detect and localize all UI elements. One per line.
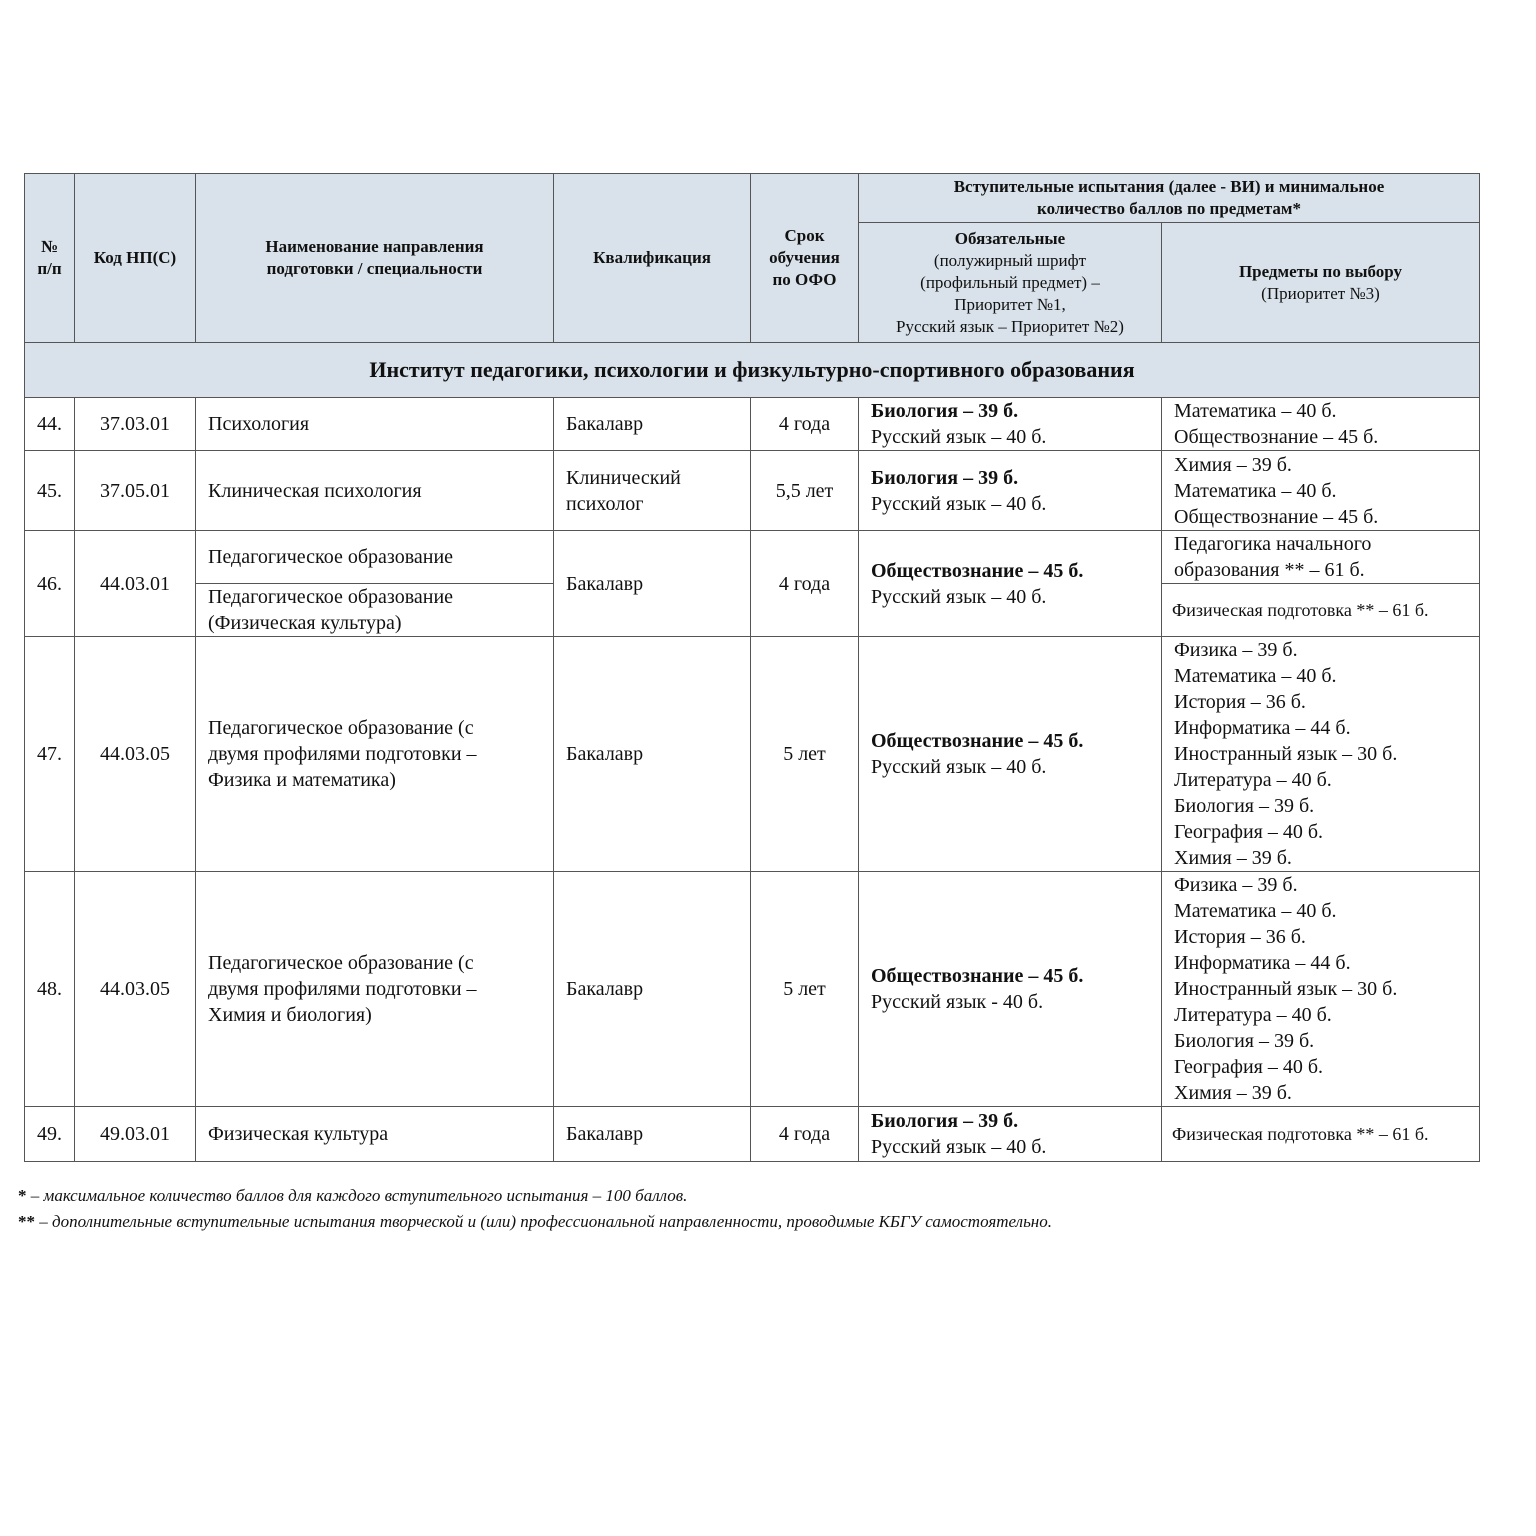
header-code: Код НП(С): [75, 174, 196, 343]
row-code: 44.03.05: [75, 637, 196, 872]
row-mandatory: Обществознание – 45 б. Русский язык - 40 б.: [859, 872, 1162, 1107]
footnote: * – максимальное количество баллов для каждого вступительного испытания – 100 баллов.: [18, 1186, 688, 1205]
row-name: Педагогическое образование (с двумя профилями подготовки – Химия и биология): [196, 872, 554, 1107]
row-qualification: Клинический психолог: [554, 451, 751, 531]
row-qualification: Бакалавр: [554, 531, 751, 637]
row-electives: Физика – 39 б. Математика – 40 б. История – 36 б. Информатика – 44 б. Иностранный язык – 30 б. Литература – 40 б. Биология – 39 б. География – 40 б. Химия – 39 б.: [1162, 872, 1480, 1107]
row-term: 5,5 лет: [751, 451, 859, 531]
row-term: 5 лет: [751, 872, 859, 1107]
row-mandatory: Биология – 39 б. Русский язык – 40 б.: [859, 1107, 1162, 1162]
row-mandatory: Биология – 39 б. Русский язык – 40 б.: [859, 398, 1162, 451]
row-term: 4 года: [751, 531, 859, 637]
header-elective: Предметы по выбору (Приоритет №3): [1162, 223, 1480, 343]
row-mandatory: Обществознание – 45 б. Русский язык – 40 б.: [859, 637, 1162, 872]
row-num: 48.: [25, 872, 75, 1107]
row-electives: Физика – 39 б. Математика – 40 б. История – 36 б. Информатика – 44 б. Иностранный язык – 30 б. Литература – 40 б. Биология – 39 б. География – 40 б. Химия – 39 б.: [1162, 637, 1480, 872]
row-num: 44.: [25, 398, 75, 451]
row-mandatory: Обществознание – 45 б. Русский язык – 40 б.: [859, 531, 1162, 637]
row-name: Педагогическое образование (Физическая культура): [196, 584, 554, 637]
row-electives: Физическая подготовка ** – 61 б.: [1162, 584, 1480, 637]
row-num: 45.: [25, 451, 75, 531]
header-exams: Вступительные испытания (далее - ВИ) и минимальное количество баллов по предметам*: [859, 174, 1480, 223]
row-code: 49.03.01: [75, 1107, 196, 1162]
row-name: Физическая культура: [196, 1107, 554, 1162]
row-mandatory: Биология – 39 б. Русский язык – 40 б.: [859, 451, 1162, 531]
row-num: 47.: [25, 637, 75, 872]
row-num: 49.: [25, 1107, 75, 1162]
row-name: Педагогическое образование (с двумя профилями подготовки – Физика и математика): [196, 637, 554, 872]
row-qualification: Бакалавр: [554, 637, 751, 872]
admission-table: [24, 173, 1480, 1162]
header-qualification: Квалификация: [554, 174, 751, 343]
row-name: Педагогическое образование: [196, 531, 554, 584]
table-row: [25, 872, 1480, 1107]
row-electives: Химия – 39 б. Математика – 40 б. Обществознание – 45 б.: [1162, 451, 1480, 531]
header-name: Наименование направления подготовки / специальности: [196, 174, 554, 343]
row-code: 37.05.01: [75, 451, 196, 531]
table-row: [25, 637, 1480, 872]
row-code: 44.03.05: [75, 872, 196, 1107]
header-num: № п/п: [25, 174, 75, 343]
table-row: [25, 531, 1480, 584]
header-mandatory: Обязательные (полужирный шрифт (профильный предмет) – Приоритет №1, Русский язык – Приоритет №2): [859, 223, 1162, 343]
header-term: Срок обучения по ОФО: [751, 174, 859, 343]
row-electives: Педагогика начального образования ** – 61 б.: [1162, 531, 1480, 584]
row-electives: Математика – 40 б. Обществознание – 45 б.: [1162, 398, 1480, 451]
table-row: [25, 1107, 1480, 1162]
row-qualification: Бакалавр: [554, 872, 751, 1107]
row-qualification: Бакалавр: [554, 398, 751, 451]
row-term: 4 года: [751, 1107, 859, 1162]
row-electives: Физическая подготовка ** – 61 б.: [1162, 1107, 1480, 1162]
row-code: 44.03.01: [75, 531, 196, 637]
row-term: 5 лет: [751, 637, 859, 872]
row-code: 37.03.01: [75, 398, 196, 451]
row-qualification: Бакалавр: [554, 1107, 751, 1162]
row-num: 46.: [25, 531, 75, 637]
row-name: Клиническая психология: [196, 451, 554, 531]
footnote: ** – дополнительные вступительные испытания творческой и (или) профессиональной направленности, проводимые КБГУ самостоятельно.: [18, 1212, 1052, 1231]
table-row: [25, 451, 1480, 531]
section-title: Институт педагогики, психологии и физкультурно-спортивного образования: [25, 343, 1480, 398]
row-name: Психология: [196, 398, 554, 451]
row-term: 4 года: [751, 398, 859, 451]
table-row: [25, 398, 1480, 451]
footnotes: [18, 1183, 1052, 1235]
